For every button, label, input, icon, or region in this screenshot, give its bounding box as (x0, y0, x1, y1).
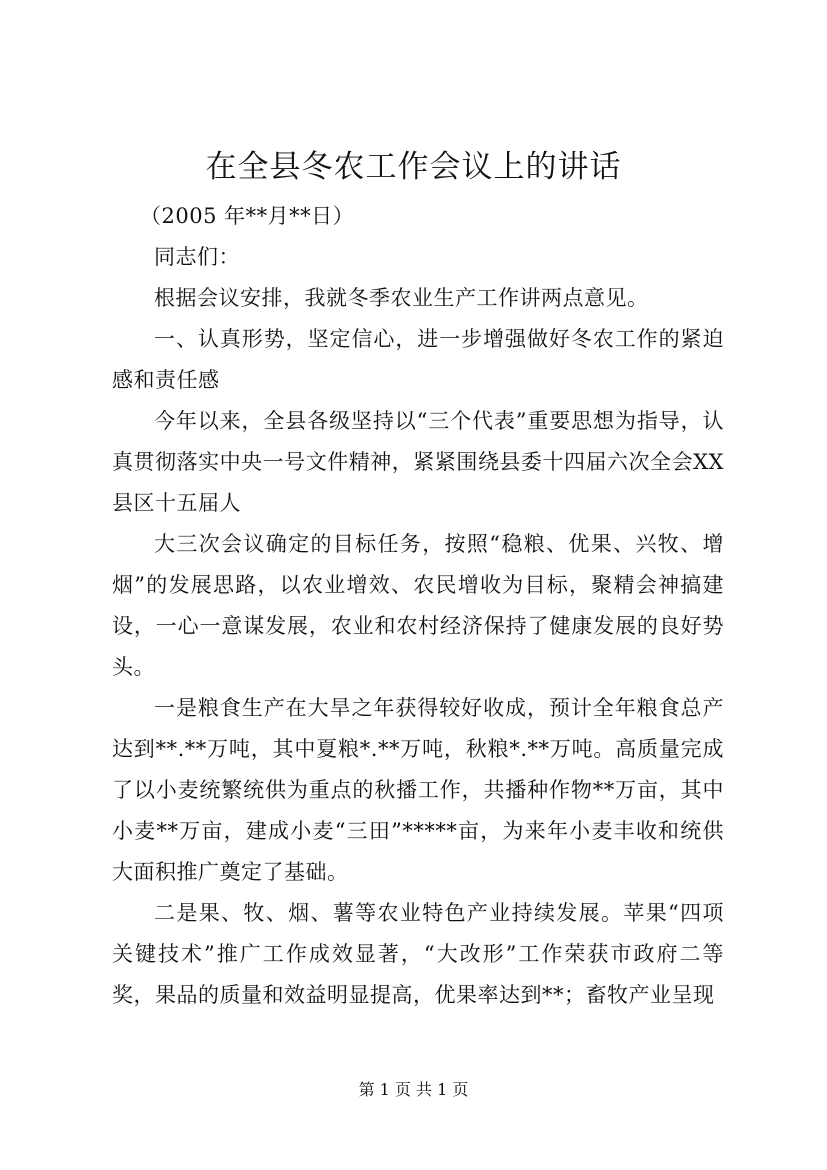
paragraph-6: 二是果、牧、烟、薯等农业特色产业持续发展。苹果“四项关键技术”推广工作成效显著，“大改形”工作荣获市政府二等奖，果品的质量和效益明显提高，优果率达到**；畜牧产业呈现 (112, 901, 724, 1007)
salutation: 同志们： (154, 245, 240, 269)
page-title: 在全县冬农工作会议上的讲话 (205, 149, 622, 185)
paragraph-5: 一是粮食生产在大旱之年获得较好收成，预计全年粮食总产达到**.**万吨，其中夏粮*.**万吨，秋粮*.**万吨。高质量完成了以小麦统繁统供为重点的秋播工作，共播种作物**万亩，其中小麦**万亩，建成小麦“三田”*****亩，为来年小麦丰收和统供大面积推广奠定了基础。 (112, 696, 724, 884)
paragraph-4: 大三次会议确定的目标任务，按照“稳粮、优果、兴牧、增烟”的发展思路，以农业增效、农民增收为目标，聚精会神搞建设，一心一意谋发展，农业和农村经济保持了健康发展的良好势头。 (112, 532, 724, 679)
paragraph-2: 一、认真形势，坚定信心，进一步增强做好冬农工作的紧迫感和责任感 (112, 327, 724, 392)
date-line: （2005 年**月**日） (140, 204, 355, 228)
document-body (112, 196, 724, 1016)
paragraph-3: 今年以来，全县各级坚持以“三个代表”重要思想为指导，认真贯彻落实中央一号文件精神，紧紧围绕县委十四届六次全会XX 县区十五届人 (112, 409, 724, 515)
paragraph-1: 根据会议安排，我就冬季农业生产工作讲两点意见。 (154, 286, 649, 310)
page-footer: 第 1 页 共 1 页 (358, 1080, 469, 1099)
